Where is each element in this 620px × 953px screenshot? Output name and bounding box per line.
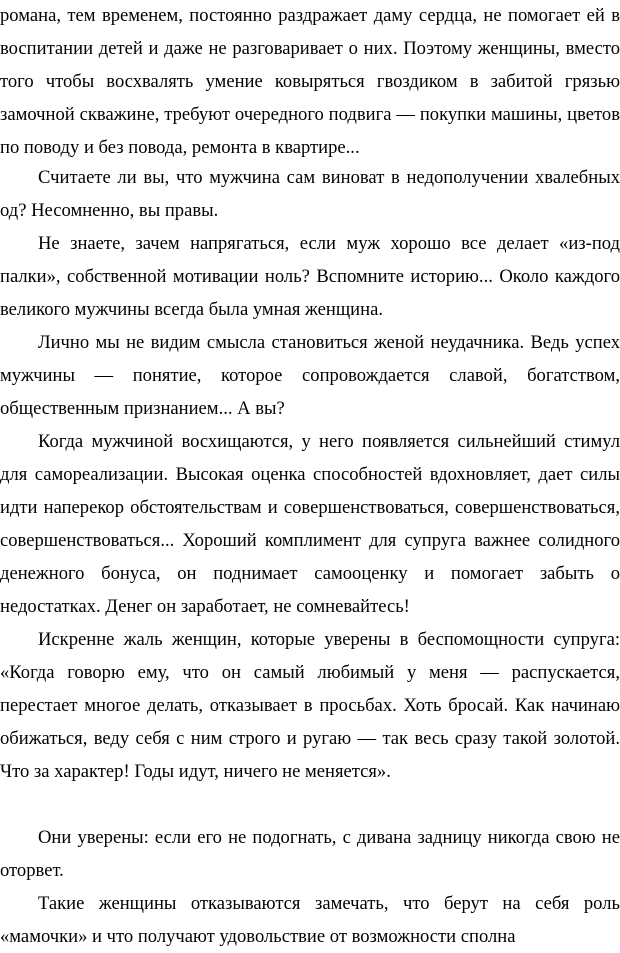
paragraph-5: Когда мужчиной восхищаются, у него появляется сильнейший стимул для самореализации. Высокая оценка способностей вдохновляет, дает силы идти наперекор обстоятельствам и совершенствоваться, совершенствоваться, совершенствоваться... Хороший комплимент для супруга важнее солидного денежного бонуса, он поднимает самооценку и помогает забыть о недостатках. Денег он заработает, не сомневайтесь! xyxy=(0,431,620,617)
paragraph-4: Лично мы не видим смысла становиться женой неудачника. Ведь успех мужчины — понятие, которое сопровождается славой, богатством, общественным признанием... А вы? xyxy=(0,332,620,419)
paragraph-1: романа, тем временем, постоянно раздражает даму сердца, не помогает ей в воспитании детей и даже не разговаривает о них. Поэтому женщины, вместо того чтобы восхвалять умение ковыряться гвоздиком в забитой грязью замочной скважине, требуют очередного подвига — покупки машины, цветов по поводу и без повода, ремонта в квартире... xyxy=(0,5,620,158)
paragraph-2: Считаете ли вы, что мужчина сам виноват в недополучении хвалебных од? Несомненно, вы правы. xyxy=(0,167,620,221)
paragraph-7: Они уверены: если его не подогнать, с дивана задницу никогда свою не оторвет. xyxy=(0,827,620,881)
paragraph-6: Искренне жаль женщин, которые уверены в беспомощности супруга: «Когда говорю ему, что он самый любимый у меня — распускается, перестает многое делать, отказывает в просьбах. Хоть бросай. Как начинаю обижаться, веду себя с ним строго и ругаю — так весь сразу такой золотой. Что за характер! Годы идут, ничего не меняется». xyxy=(0,629,620,782)
paragraph-3: Не знаете, зачем напрягаться, если муж хорошо все делает «из-под палки», собственной мотивации ноль? Вспомните историю... Около каждого великого мужчины всегда была умная женщина. xyxy=(0,233,620,320)
paragraph-8: Такие женщины отказываются замечать, что берут на себя роль «мамочки» и что получают удовольствие от возможности сполна xyxy=(0,893,620,947)
